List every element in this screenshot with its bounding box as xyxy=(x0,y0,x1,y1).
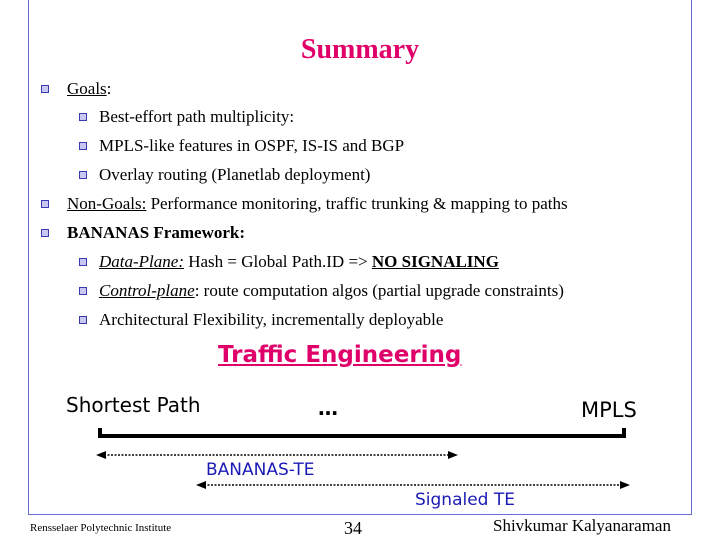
data-plane-label: Data-Plane: xyxy=(99,252,184,271)
signaled-te-label: Signaled TE xyxy=(415,490,515,510)
goal-3-text: Overlay routing (Planetlab deployment) xyxy=(99,165,371,184)
bananas-te-label: BANANAS-TE xyxy=(206,460,315,480)
non-goals-text: Performance monitoring, traffic trunking & mapping to paths xyxy=(146,194,568,213)
goals-label: Goals xyxy=(67,79,107,98)
slide-title: Summary xyxy=(300,34,420,65)
goal-2-text: MPLS-like features in OSPF, IS-IS and BGP xyxy=(99,136,405,155)
spectrum-bracket xyxy=(100,428,624,438)
framework-label: BANANAS Framework: xyxy=(67,223,246,242)
goal-1-text: Best-effort path multiplicity: xyxy=(99,107,295,126)
non-goals-label: Non-Goals: xyxy=(67,194,147,213)
footer-author: Shivkumar Kalyanaraman xyxy=(493,516,671,535)
no-signaling-emphasis: NO SIGNALING xyxy=(371,252,499,271)
mpls-label: MPLS xyxy=(581,398,637,422)
flexibility-text: Architectural Flexibility, incrementally deployable xyxy=(99,310,444,329)
footer-institute: Rensselaer Polytechnic Institute xyxy=(30,522,172,534)
control-plane-label: Control-plane xyxy=(99,281,195,300)
page-number: 34 xyxy=(344,518,362,538)
data-plane-text: Hash = Global Path.ID => xyxy=(183,252,372,271)
te-title: Traffic Engineering xyxy=(218,342,462,368)
bananas-te-range-arrow xyxy=(96,451,458,459)
goals-colon: : xyxy=(106,79,112,98)
ellipsis-label: … xyxy=(318,396,338,420)
signaled-te-range-arrow xyxy=(196,481,630,489)
control-plane-text: : route computation algos (partial upgrade constraints) xyxy=(194,281,564,300)
shortest-path-label: Shortest Path xyxy=(66,393,201,417)
